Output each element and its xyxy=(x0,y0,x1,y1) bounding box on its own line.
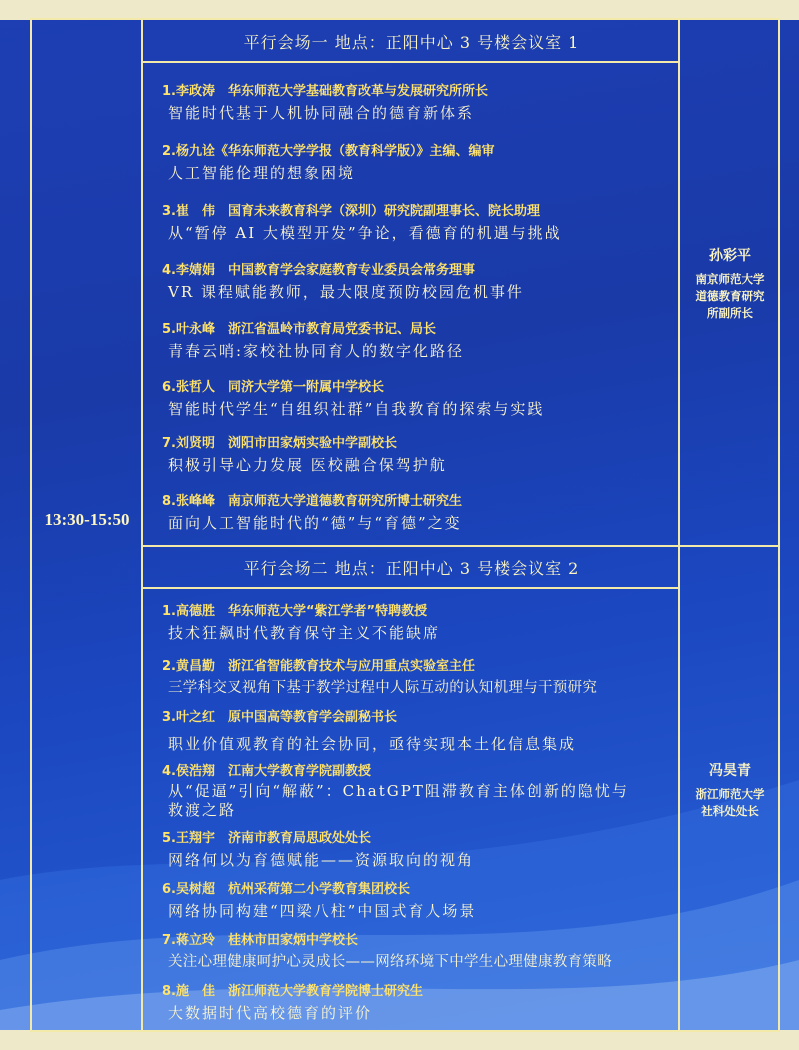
talk-speaker: 2.黄昌勤 浙江省智能教育技术与应用重点实验室主任 xyxy=(162,659,475,674)
session1-chair-title-line: 南京师范大学 xyxy=(695,272,765,286)
session2-chair-title-line: 浙江师范大学 xyxy=(695,787,765,801)
talk-speaker: 3.叶之红 原中国高等教育学会副秘书长 xyxy=(162,710,397,725)
talk-item xyxy=(162,878,672,921)
talk-speaker: 8.施 佳 浙江师范大学教育学院博士研究生 xyxy=(162,984,423,999)
talk-item xyxy=(162,706,672,754)
session1-chair-name: 孙彩平 xyxy=(709,248,751,264)
talk-item xyxy=(162,200,672,243)
talk-speaker: 2.杨九诠《华东师范大学学报（教育科学版）》主编、编审 xyxy=(162,144,495,159)
talk-speaker: 5.叶永峰 浙江省温岭市教育局党委书记、局长 xyxy=(162,322,436,337)
talk-topic: 网络何以为育德赋能——资源取向的视角 xyxy=(168,851,475,869)
session1-title: 平行会场一 地点：正阳中心 3 号楼会议室 1 xyxy=(243,33,580,52)
talk-topic: 关注心理健康呵护心灵成长——网络环境下中学生心理健康教育策略 xyxy=(168,954,612,970)
session-divider xyxy=(141,545,780,547)
talk-item xyxy=(162,600,672,643)
talk-item xyxy=(162,140,672,183)
talk-speaker: 6.吴树超 杭州采荷第二小学教育集团校长 xyxy=(162,882,410,897)
talk-speaker: 7.蒋立玲 桂林市田家炳中学校长 xyxy=(162,933,358,948)
talk-item xyxy=(162,80,672,123)
talk-item xyxy=(162,318,672,361)
session2-chair-title-line: 社科处处长 xyxy=(701,804,759,818)
session1-chair-title-line: 所副所长 xyxy=(707,306,753,320)
talk-topic: 三学科交叉视角下基于教学过程中人际互动的认知机理与干预研究 xyxy=(168,680,598,696)
talk-speaker: 6.张哲人 同济大学第一附属中学校长 xyxy=(162,380,384,395)
talk-topic: 智能时代基于人机协同融合的德育新体系 xyxy=(168,104,475,122)
session2-title: 平行会场二 地点：正阳中心 3 号楼会议室 2 xyxy=(243,559,580,578)
session1-chair-title-line: 道德教育研究 xyxy=(695,289,765,303)
session2-chair-name: 冯昊青 xyxy=(709,763,751,779)
talk-speaker: 1.李政涛 华东师范大学基础教育改革与发展研究所所长 xyxy=(162,84,488,99)
talk-item xyxy=(162,259,672,302)
session1-header-divider xyxy=(141,61,680,63)
talk-topic: 网络协同构建“四梁八柱”中国式育人场景 xyxy=(168,902,477,920)
talk-item xyxy=(162,490,672,533)
talk-speaker: 8.张峰峰 南京师范大学道德教育研究所博士研究生 xyxy=(162,494,462,509)
talk-item xyxy=(162,929,672,972)
talk-topic: 从“促逼”引向“解蔽”：ChatGPT阻滞教育主体创新的隐忧与救渡之路 xyxy=(168,782,629,819)
talk-topic: 人工智能伦理的想象困境 xyxy=(168,164,356,182)
talk-item xyxy=(162,376,672,419)
session2-header-divider xyxy=(141,587,680,589)
talk-speaker: 3.崔 伟 国育未来教育科学（深圳）研究院副理事长、院长助理 xyxy=(162,204,540,219)
talk-topic: 智能时代学生“自组织社群”自我教育的探索与实践 xyxy=(168,400,545,418)
talk-item xyxy=(162,655,672,698)
session2-chair xyxy=(680,760,780,820)
chair-column-divider xyxy=(678,18,680,1032)
talk-topic: 面向人工智能时代的“德”与“育德”之变 xyxy=(168,514,462,532)
talk-topic: 技术狂飙时代教育保守主义不能缺席 xyxy=(168,624,441,642)
talk-speaker: 4.李婧娟 中国教育学会家庭教育专业委员会常务理事 xyxy=(162,263,475,278)
talk-topic: 从“暂停 AI 大模型开发”争论，看德育的机遇与挑战 xyxy=(168,224,562,242)
talk-item xyxy=(162,980,672,1023)
time-slot: 13:30-15:50 xyxy=(44,510,130,529)
talk-speaker: 1.高德胜 华东师范大学“紫江学者”特聘教授 xyxy=(162,604,428,619)
talk-topic: 职业价值观教育的社会协同，亟待实现本土化信息集成 xyxy=(168,735,577,753)
talk-item xyxy=(162,432,672,475)
talk-item xyxy=(162,760,672,820)
bottom-border xyxy=(0,1030,799,1050)
talk-topic: 青春云哨:家校社协同育人的数字化路径 xyxy=(168,342,465,360)
talk-item xyxy=(162,827,672,870)
talk-speaker: 7.刘贤明 浏阳市田家炳实验中学副校长 xyxy=(162,436,397,451)
talk-topic: 大数据时代高校德育的评价 xyxy=(168,1004,373,1022)
talk-topic: VR 课程赋能教师，最大限度预防校园危机事件 xyxy=(168,283,524,301)
talk-speaker: 5.王翔宇 济南市教育局思政处处长 xyxy=(162,831,371,846)
top-border xyxy=(0,0,799,20)
talk-topic: 积极引导心力发展 医校融合保驾护航 xyxy=(168,456,447,474)
talk-speaker: 4.侯浩翔 江南大学教育学院副教授 xyxy=(162,764,371,779)
session1-chair xyxy=(680,245,780,322)
